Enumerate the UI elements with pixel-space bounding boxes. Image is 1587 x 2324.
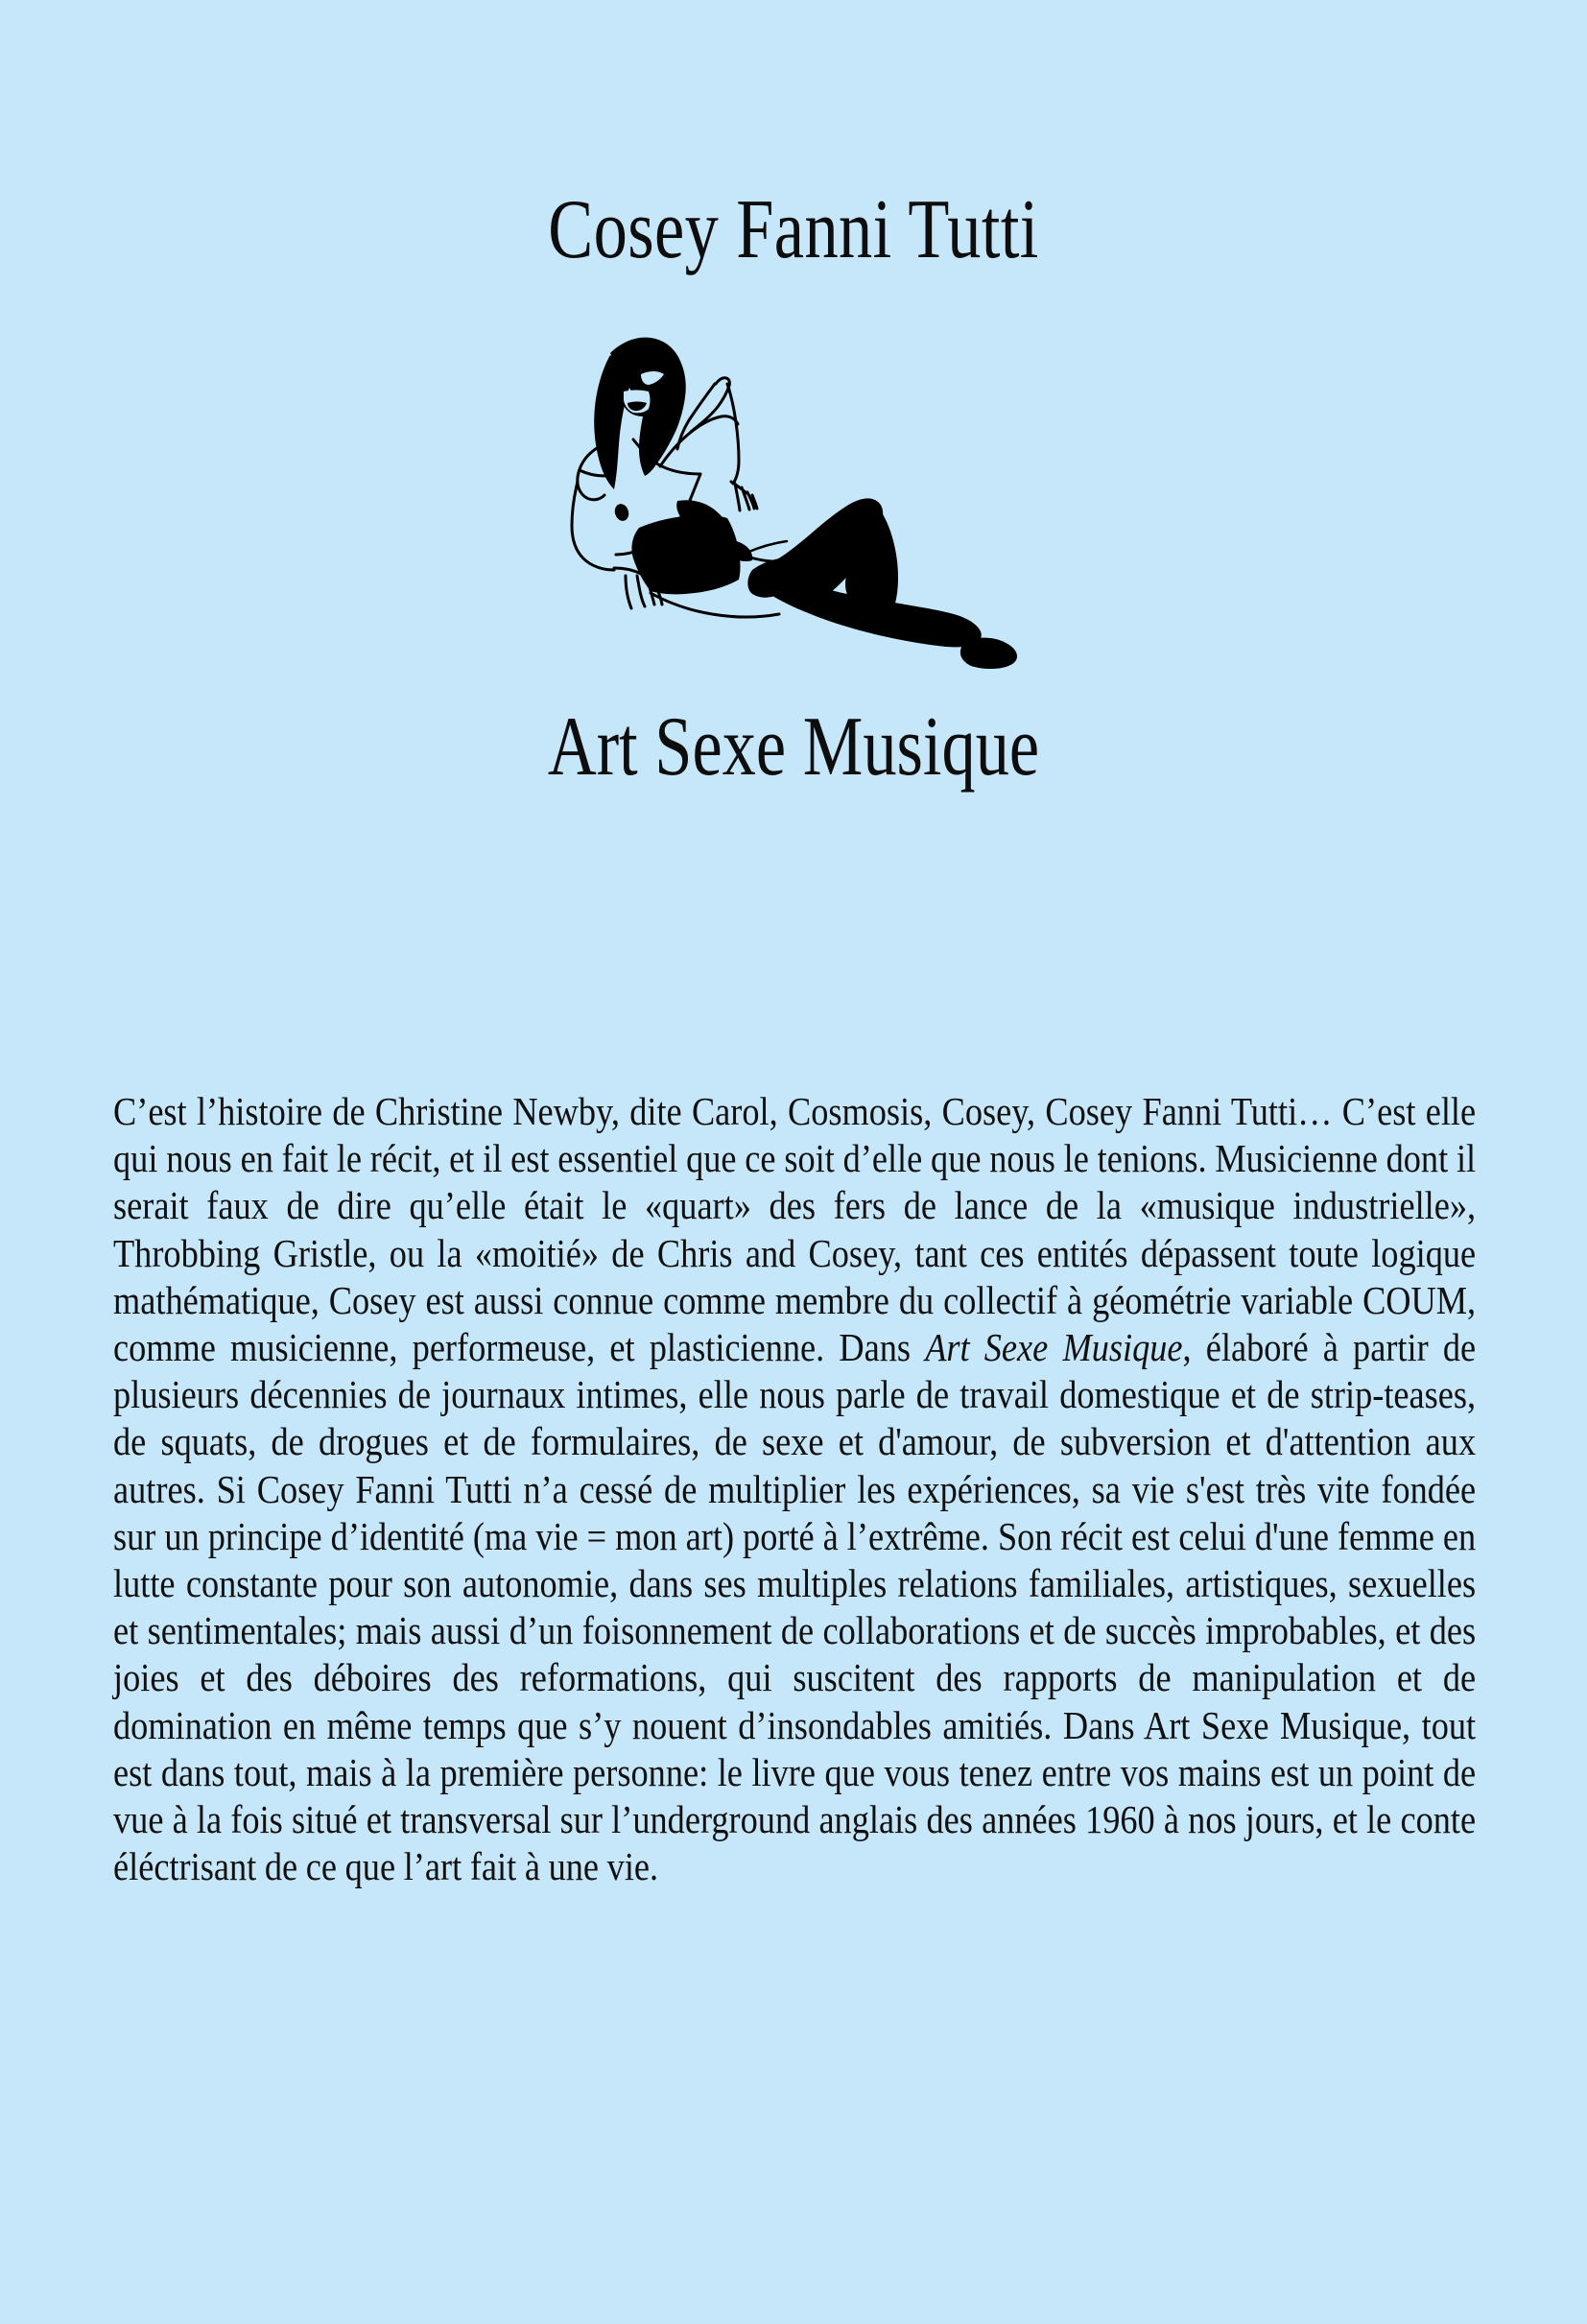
illustration-artwork: [572, 338, 1017, 669]
reclining-woman-silhouette-illustration: [518, 324, 1103, 699]
blurb-segment-3: , élaboré à partir de plusieurs décennies de journaux intimes, elle nous parle de travail domestique et de strip-teases, de squats, de drogues et de formulaires, de sexe et d'amour, de subversion et d'attention aux autres. Si Cosey Fanni Tutti n’a cessé de multiplier les expériences, sa vie s'est très vite fondée sur un principe d’identité (ma vie = mon art) porté à l’extrême. Son récit est celui d'une femme en lutte constante pour son autonomie, dans ses multiples relations familiales, artistiques, sexuelles et sentimentales; mais aussi d’un foisonnement de collaborations et de succès improbables, et des joies et des déboires des reformations, qui suscitent des rapports de manipulation et de domination en même temps que s’y nouent d’insondables amitiés. Dans Art Sexe Musique, tout est dans tout, mais à la première personne: le livre que vous tenez entre vos mains est un point de vue à la fois situé et transversal sur l’underground anglais des années 1960 à nos jours, et le conte éléctrisant de ce que l’art fait à une vie.: [113, 1325, 1477, 1889]
blurb-segment-italic-title: Art Sexe Musique: [925, 1325, 1183, 1370]
blurb-text-block: [113, 1088, 1476, 1890]
blurb-segment-1: C’est l’histoire de Christine Newby, dite Carol, Cosmosis, Cosey, Cosey Fanni Tutti… C’est elle qui nous en fait le récit, et il est essentiel que ce soit d’elle que nous le tenions. Musicienne dont il serait faux de dire qu’elle était le «quart» des fers de lance de la «musique industrielle», Throbbing Gristle, ou la «moitié» de Chris and Cosey, tant ces entités dépassent toute logique mathématique, Cosey est aussi connue comme membre du collectif à géométrie variable COUM, comme musicienne, performeuse, et plasticienne. Dans: [113, 1089, 1477, 1370]
blurb-paragraph: [113, 1088, 1476, 1890]
book-author-title: Cosey Fanni Tutti: [548, 183, 1039, 276]
book-title: Art Sexe Musique: [547, 700, 1040, 794]
